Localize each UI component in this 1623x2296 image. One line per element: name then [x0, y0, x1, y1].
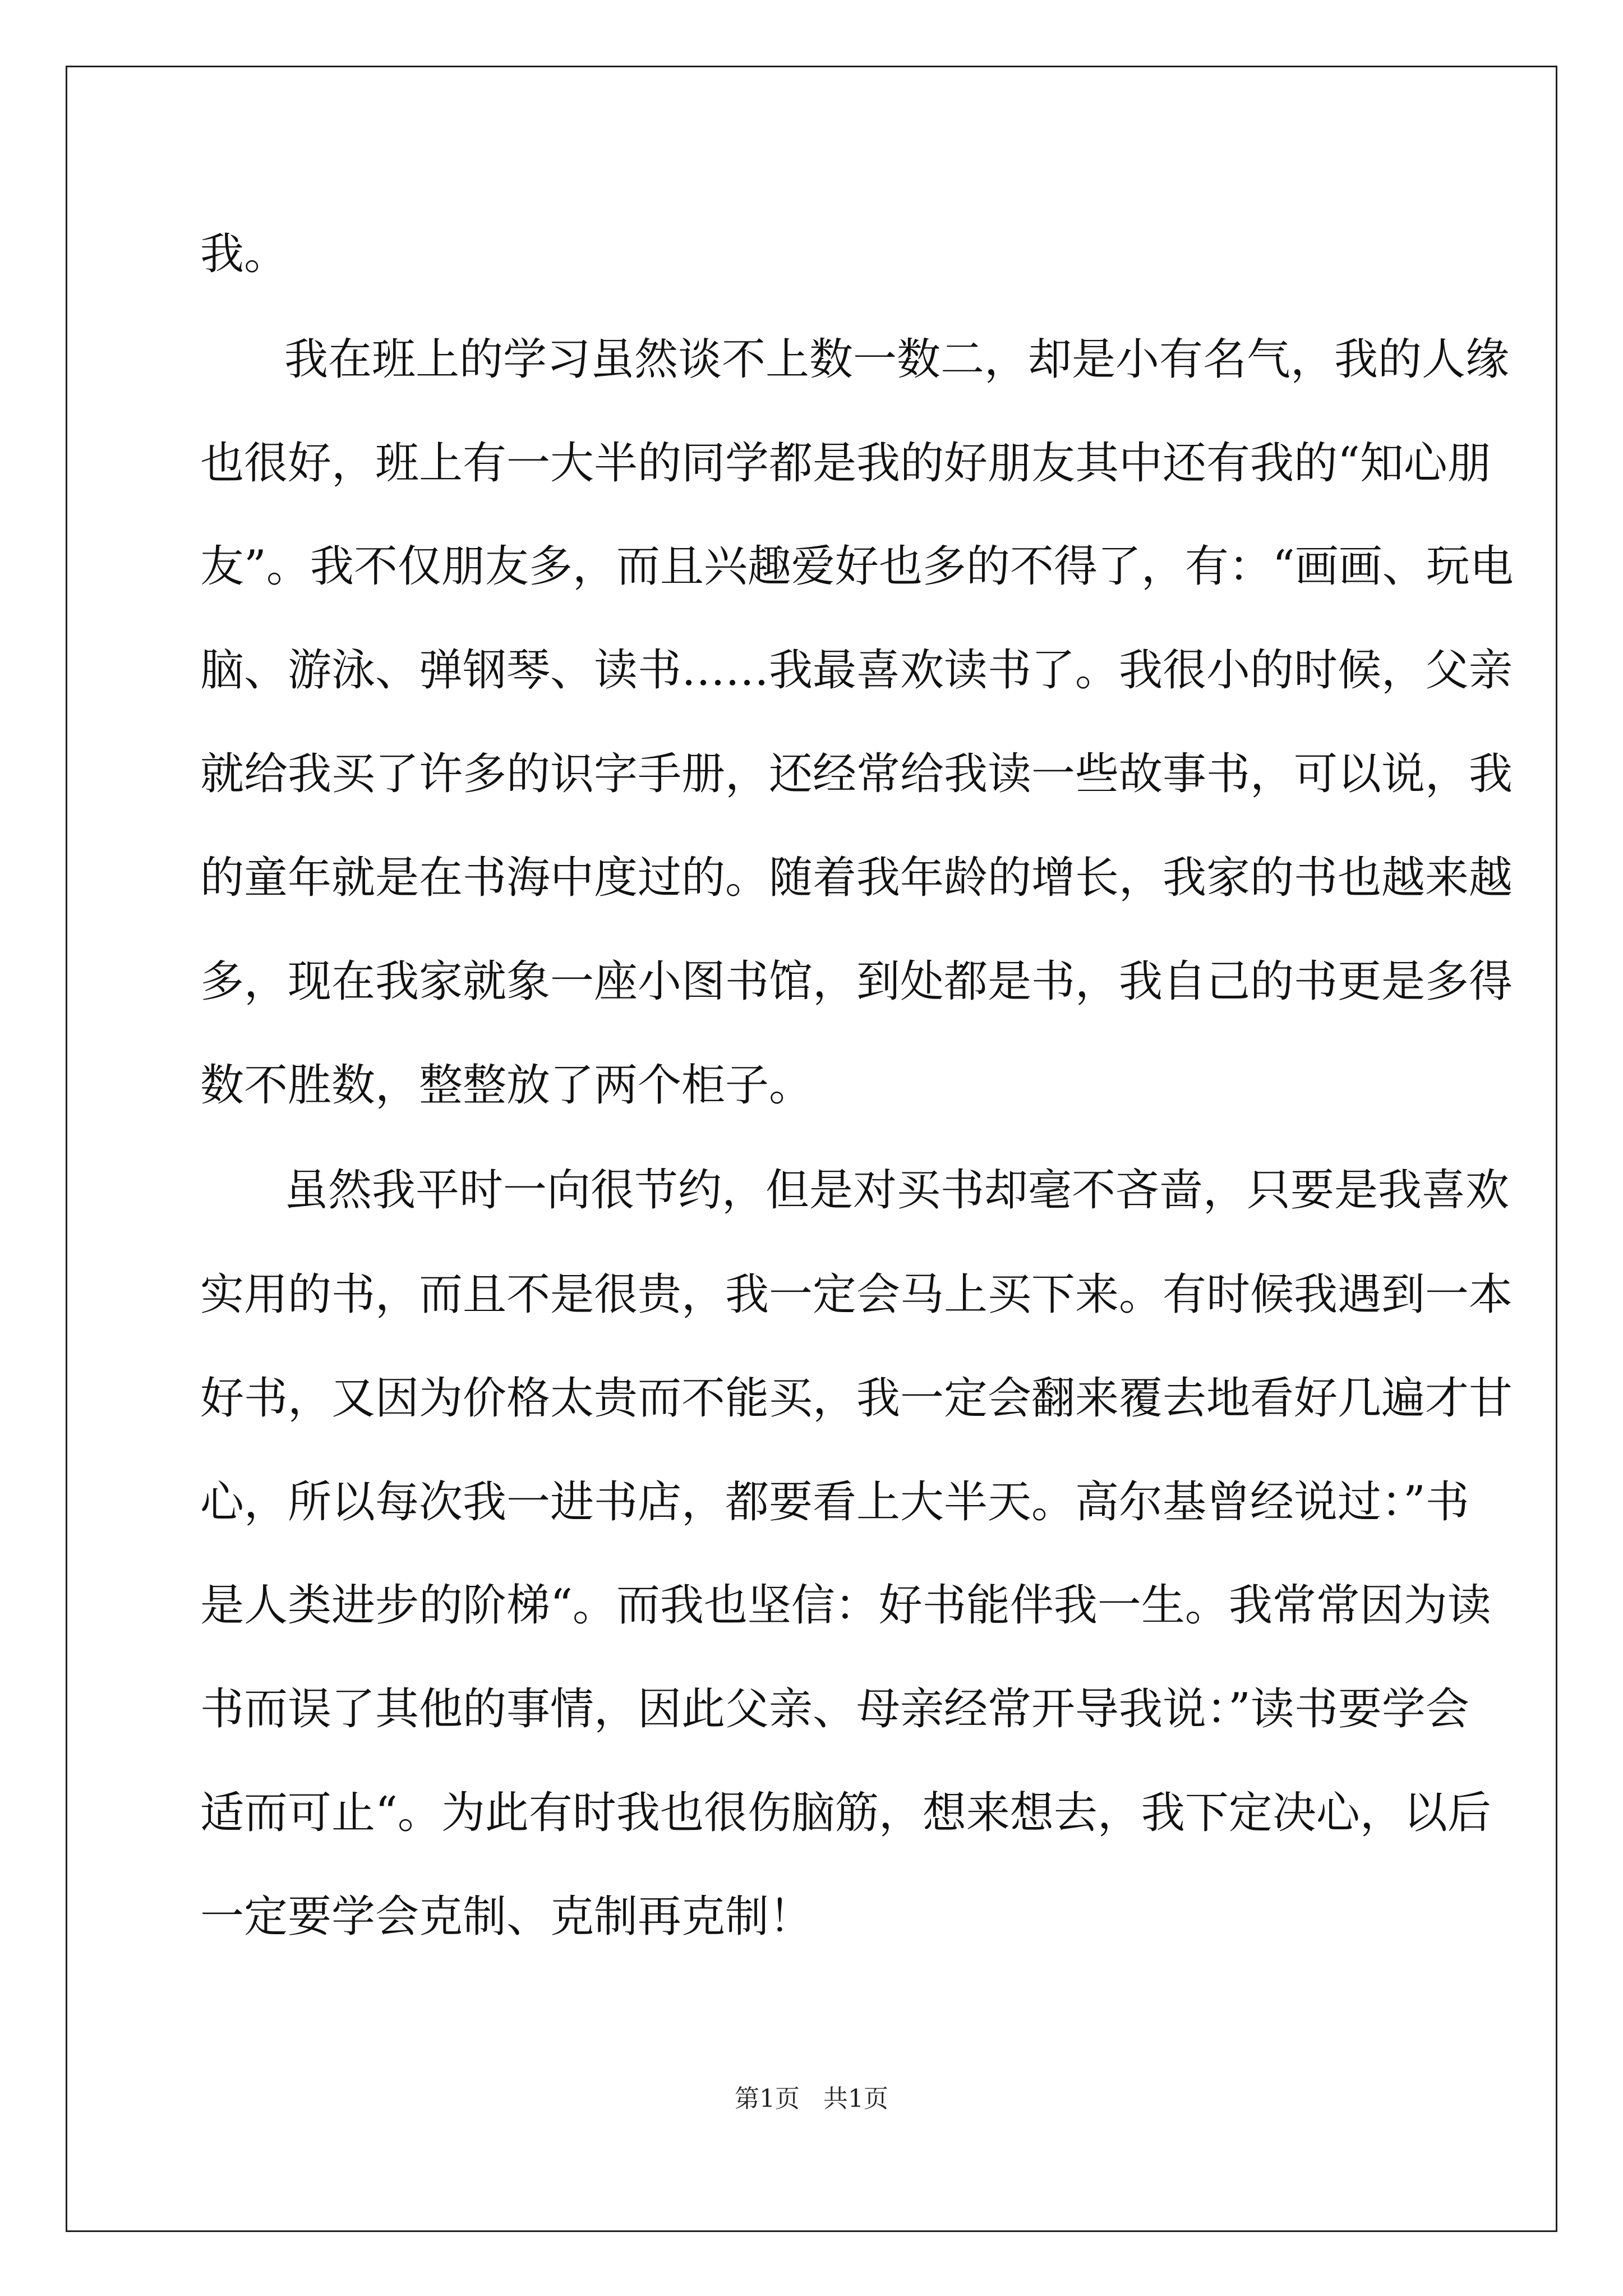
text-line: 多，现在我家就象一座小图书馆，到处都是书，我自己的书更是多得 [200, 956, 1513, 1007]
text-line: 一定要学会克制、克制再克制！ [200, 1892, 813, 1942]
paragraph-first-line: 我在班上的学习虽然谈不上数一数二，却是小有名气，我的人缘 [284, 334, 1510, 385]
text-line: 好书，又因为价格太贵而不能买，我一定会翻来覆去地看好几遍才甘 [200, 1373, 1513, 1424]
text-line: 数不胜数，整整放了两个柜子。 [200, 1060, 813, 1111]
text-line: 实用的书，而且不是很贵，我一定会马上买下来。有时候我遇到一本 [200, 1269, 1513, 1320]
page-total: 共1页 [823, 2085, 888, 2113]
text-line: 就给我买了许多的识字手册，还经常给我读一些故事书，可以说，我 [200, 749, 1513, 799]
text-line: 适而可止“。为此有时我也很伤脑筋，想来想去，我下定决心，以后 [200, 1788, 1491, 1838]
text-line: 脑、游泳、弹钢琴、读书……我最喜欢读书了。我很小的时候，父亲 [200, 645, 1513, 696]
text-line: 友”。我不仅朋友多，而且兴趣爱好也多的不得了，有：“画画、玩电 [200, 541, 1514, 592]
text-line: 是人类进步的阶梯“。而我也坚信：好书能伴我一生。我常常因为读 [200, 1580, 1491, 1631]
text-line: 也很好，班上有一大半的同学都是我的好朋友其中还有我的“知心朋 [200, 438, 1491, 489]
text-line: 书而误了其他的事情，因此父亲、母亲经常开导我说：”读书要学会 [200, 1684, 1469, 1734]
page-number: 第1页 [735, 2085, 800, 2113]
page-footer [0, 2082, 1623, 2116]
text-line: 我。 [200, 229, 288, 279]
text-line: 心，所以每次我一进书店，都要看上大半天。高尔基曾经说过：”书 [200, 1477, 1469, 1527]
text-line: 的童年就是在书海中度过的。随着我年龄的增长，我家的书也越来越 [200, 853, 1513, 903]
paragraph-first-line: 虽然我平时一向很节约，但是对买书却毫不吝啬，只要是我喜欢 [284, 1165, 1510, 1216]
